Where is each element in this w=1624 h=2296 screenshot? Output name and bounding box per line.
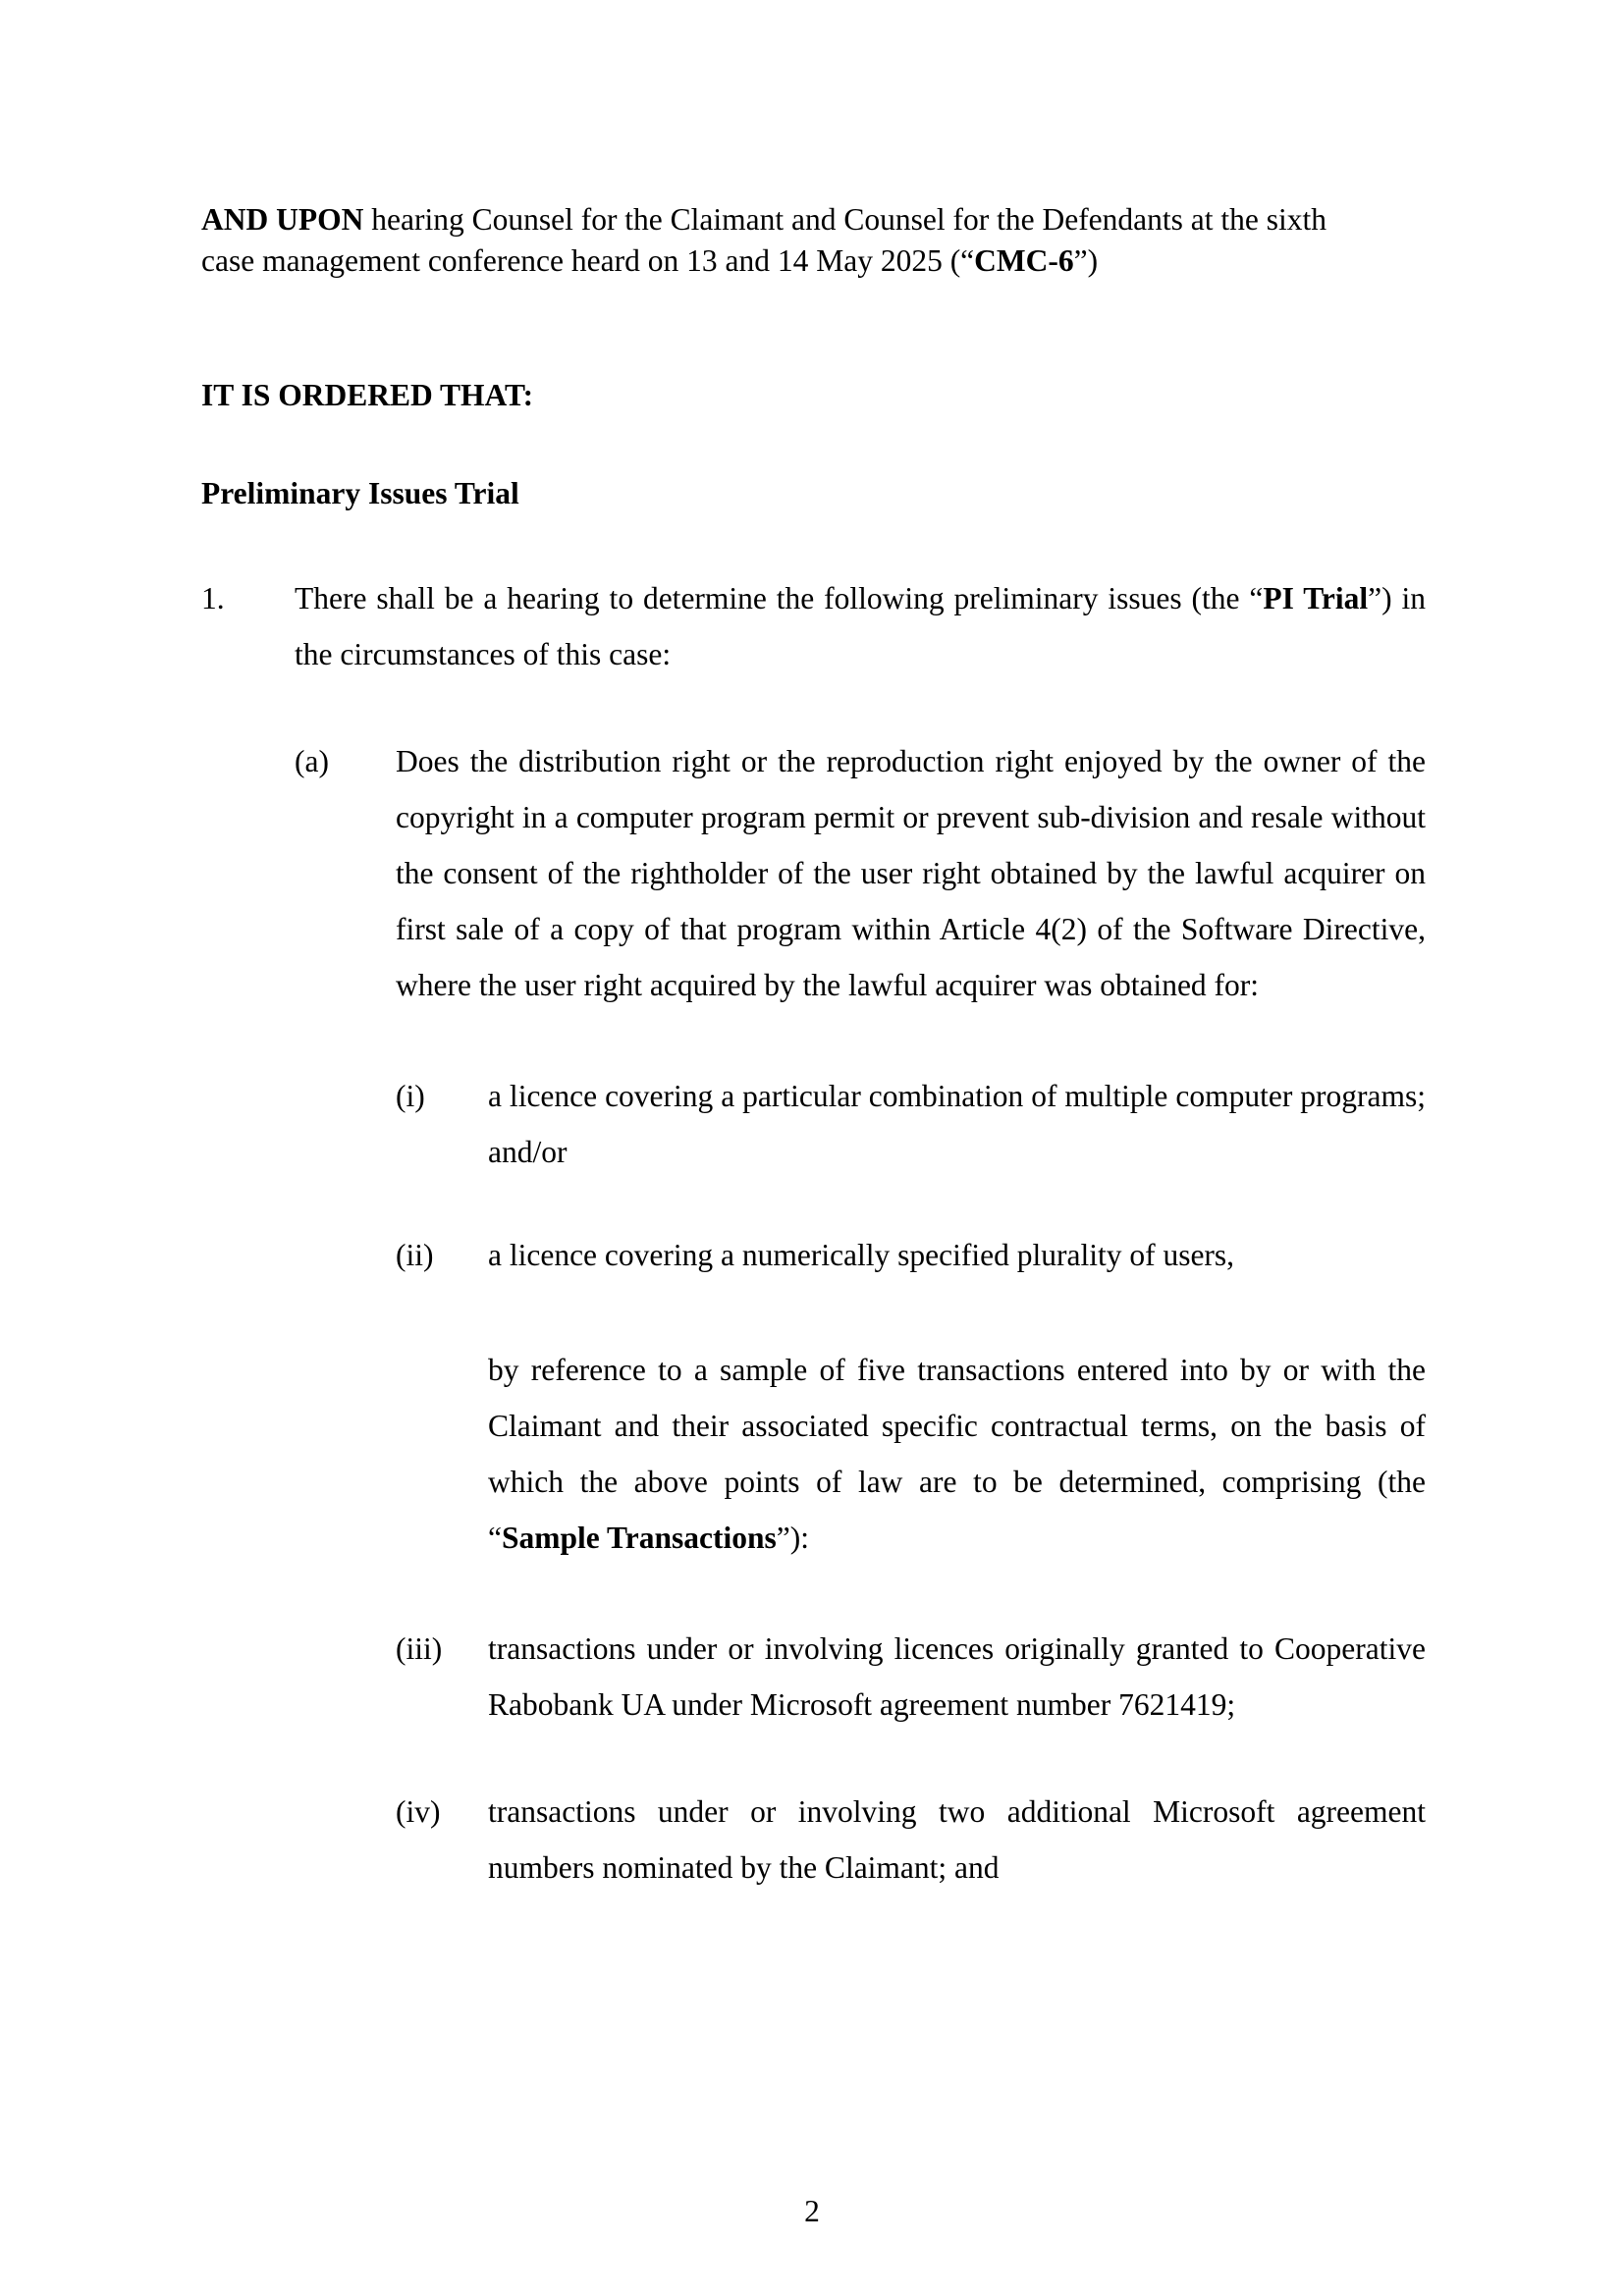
ordered-heading: IT IS ORDERED THAT: xyxy=(201,378,534,412)
sub-item-i xyxy=(201,1068,1426,1180)
sub-item-iv-label: (iv) xyxy=(396,1794,441,1829)
item-1-text-after: ”) in the circumstances of this case: xyxy=(295,581,1426,671)
intro-text-line2: case management conference heard on 13 and 14 May 2025 (“ xyxy=(201,243,975,278)
continuation-text-before: by reference to a sample of five transactions entered into by or with the Claimant and their associated specific contractual terms, on the basis of which the above points of law are to be determined, comprising (the “ xyxy=(488,1353,1426,1555)
sub-item-iv xyxy=(201,1784,1426,1896)
intro-text-line1: hearing Counsel for the Claimant and Counsel for the Defendants at the sixth xyxy=(363,202,1327,237)
sub-item-a-text: Does the distribution right or the reproduction right enjoyed by the owner of the copyright in a computer program permit or prevent sub-division and resale without the consent of the rightholder of the user right obtained by the lawful acquirer on first sale of a copy of that program within Article 4(2) of the Software Directive, where the user right acquired by the lawful acquirer was obtained for: xyxy=(396,744,1426,1002)
intro-paragraph xyxy=(201,199,1426,282)
sub-item-ii-label: (ii) xyxy=(396,1238,434,1272)
sub-item-iii-text: transactions under or involving licences originally granted to Cooperative Rabobank UA under Microsoft agreement number 7621419; xyxy=(488,1631,1426,1722)
sub-item-ii xyxy=(201,1227,1426,1283)
document-content xyxy=(201,199,1426,1896)
order-item-1 xyxy=(201,570,1426,682)
defined-term-sample-transactions: Sample Transactions xyxy=(501,1521,777,1555)
defined-term-cmc6: CMC-6 xyxy=(974,243,1074,278)
defined-term-pi-trial: PI Trial xyxy=(1263,581,1369,615)
sub-item-a xyxy=(201,733,1426,1013)
intro-text-close: ”) xyxy=(1073,243,1099,278)
sub-item-a-label: (a) xyxy=(295,744,329,778)
sub-item-i-text: a licence covering a particular combination of multiple computer programs; and/or xyxy=(488,1079,1426,1169)
sub-item-ii-text: a licence covering a numerically specified plurality of users, xyxy=(488,1238,1235,1272)
sub-item-iv-text: transactions under or involving two additional Microsoft agreement numbers nominated by the Claimant; and xyxy=(488,1794,1426,1885)
item-1-text xyxy=(295,570,1426,682)
sub-item-iii-label: (iii) xyxy=(396,1631,443,1666)
page-number: 2 xyxy=(804,2194,820,2228)
section-heading: Preliminary Issues Trial xyxy=(201,476,519,510)
continuation-paragraph xyxy=(488,1342,1426,1566)
sub-item-iii xyxy=(201,1621,1426,1733)
intro-lead-bold: AND UPON xyxy=(201,202,364,237)
item-1-text-before: There shall be a hearing to determine the following preliminary issues (the “ xyxy=(295,581,1264,615)
item-1-number: 1. xyxy=(201,581,225,615)
continuation-text-after: ”): xyxy=(776,1521,809,1555)
sub-item-i-label: (i) xyxy=(396,1079,425,1113)
